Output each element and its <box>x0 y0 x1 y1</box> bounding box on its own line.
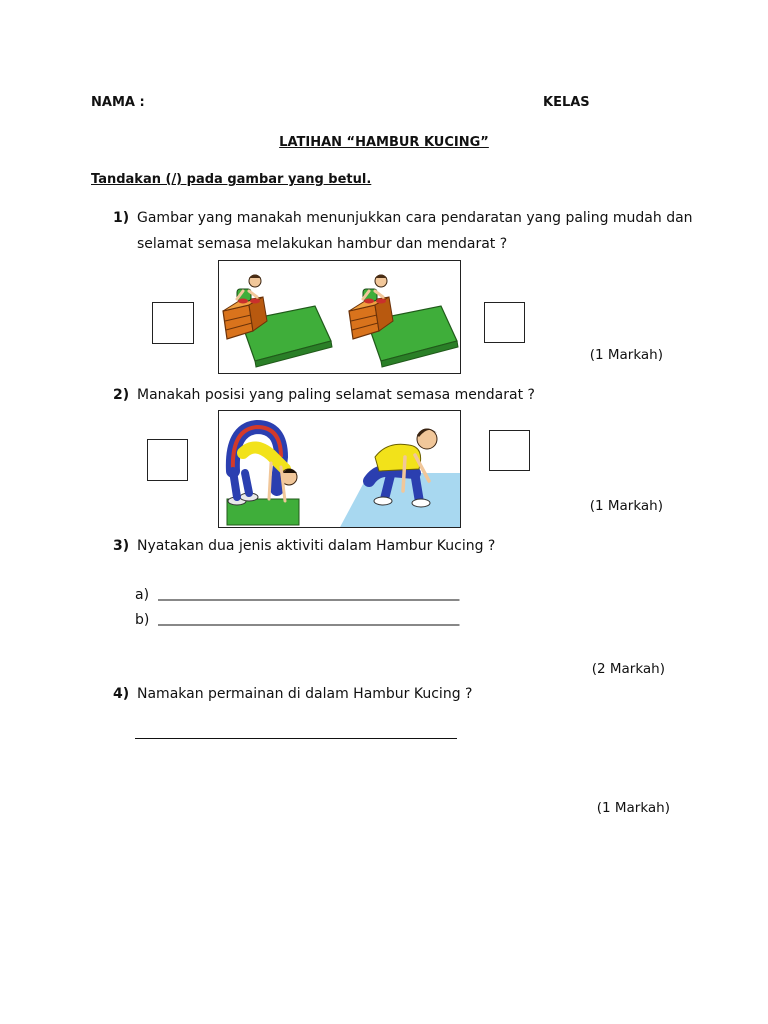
question-1-checkbox-right[interactable] <box>484 302 525 343</box>
name-label: NAMA : <box>91 95 145 110</box>
answer-b-blank[interactable]: _______________________________________________ <box>158 610 459 626</box>
worksheet-title: LATIHAN “HAMBUR KUCING” <box>279 135 489 150</box>
question-1-number: 1) <box>113 210 130 226</box>
question-1-text-line2: selamat semasa melakukan hambur dan mendarat ? <box>137 236 508 252</box>
answer-a-blank[interactable]: _______________________________________________ <box>158 585 459 601</box>
question-2-checkbox-right[interactable] <box>489 430 530 471</box>
question-4-marks: (1 Markah) <box>596 800 670 816</box>
question-2-figure <box>218 410 461 528</box>
question-4-answer-line[interactable] <box>135 738 457 739</box>
vaulting-scene-left <box>223 275 332 368</box>
question-3-marks: (2 Markah) <box>591 661 665 677</box>
question-1-figure <box>218 260 461 374</box>
vaulting-box-landing-illustration <box>219 261 461 374</box>
question-1-marks: (1 Markah) <box>589 347 663 363</box>
question-4-text: Namakan permainan di dalam Hambur Kucing ? <box>137 686 473 702</box>
class-label: KELAS <box>543 95 590 110</box>
question-2-marks: (1 Markah) <box>589 498 663 514</box>
landing-position-left <box>227 427 299 525</box>
question-1-checkbox-left[interactable] <box>152 302 194 344</box>
answer-b-label: b) <box>135 612 150 628</box>
vaulting-scene-right <box>349 275 458 368</box>
question-2-checkbox-left[interactable] <box>147 439 188 481</box>
question-2-number: 2) <box>113 387 130 403</box>
landing-position-right <box>339 428 461 528</box>
question-1-text-line1: Gambar yang manakah menunjukkan cara pendaratan yang paling mudah dan <box>137 210 693 226</box>
question-3-number: 3) <box>113 538 130 554</box>
question-3-text: Nyatakan dua jenis aktiviti dalam Hambur Kucing ? <box>137 538 496 554</box>
instruction: Tandakan (/) pada gambar yang betul. <box>91 172 372 187</box>
question-4-number: 4) <box>113 686 130 702</box>
question-2-text: Manakah posisi yang paling selamat semasa mendarat ? <box>137 387 535 403</box>
answer-a-label: a) <box>135 587 150 603</box>
landing-positions-illustration <box>219 411 461 528</box>
